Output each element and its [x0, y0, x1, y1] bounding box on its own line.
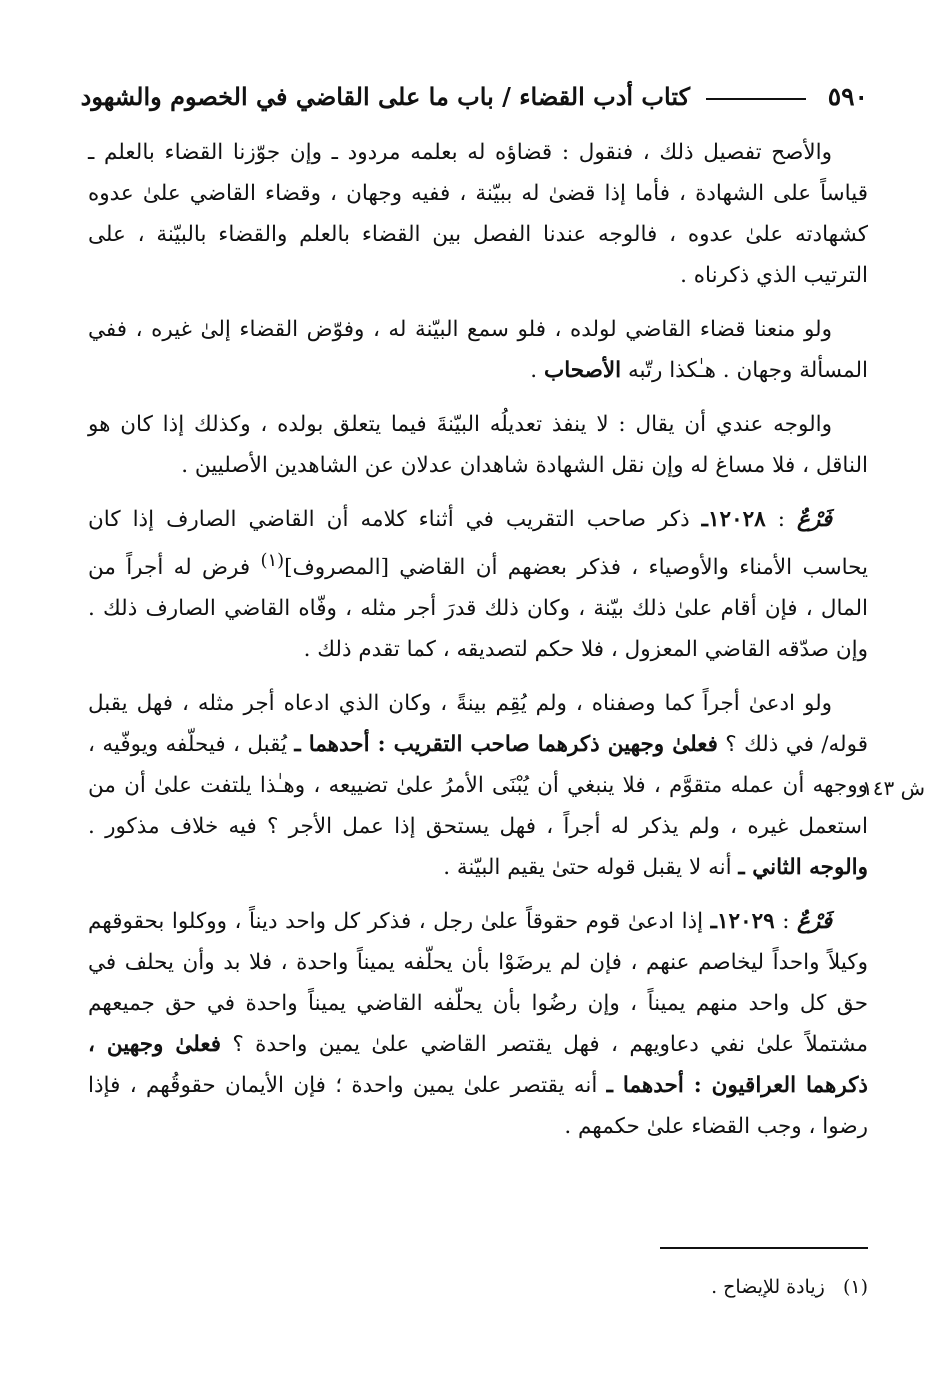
paragraph-2-bold: الأصحاب: [543, 358, 622, 383]
paragraph-4-text-cont: فرض له أجراً من المال ، فإن أقام علىٰ ذلك بيّنة ، وكان ذلك قدرَ أجر مثله ، وفّاه القاضي الصارف ذلك . وإن صدّقه القاضي المعزول ، فلا حكم لتصديقه ، كما تقدم ذلك .: [88, 555, 868, 663]
issue-number: ١٢٠٢٨ـ: [701, 507, 766, 532]
footnote: [88, 1276, 868, 1298]
margin-reference: ش ١٤٣: [862, 776, 926, 800]
footnote-reference: (١): [260, 550, 285, 571]
footnote-text: زيادة للإيضاح .: [711, 1276, 825, 1298]
paragraph-2-end: .: [530, 358, 544, 383]
paragraph-5: [88, 683, 868, 888]
paragraph-3: والوجه عندي أن يقال : لا ينفذ تعديلُه البيّنةَ فيما يتعلق بولده ، وكذلك إذا كان هو الناقل ، فلا مساغ له وإن نقل الشهادة شاهدان عدلان عن الشاهدين الأصليين .: [88, 412, 868, 478]
paragraph-2-text: ولو منعنا قضاء القاضي لولده ، فلو سمع البيّنة له ، وفوّض القضاء إلىٰ غيره ، ففي المسألة وجهان . هـٰكذا رتّبه: [88, 317, 868, 383]
paragraph-6: فَرْعٌ : ١٢٠٢٩ـ إذا ادعىٰ قوم حقوقاً علىٰ رجل ، فذكر كل واحد ديناً ، ووكلوا بحقوقهم وكيلاً واحداً ليخاصم عنهم ، فإن لم يرضَوْا بأن يحلّفه يميناً واحدة ، فلا بد وأن يحلف في حق كل واحد منهم يميناً ، وإن رضُوا بأن يحلّفه القاضي يميناً واحدة في حق جميعهم مشتملاً علىٰ نفي دعاويهم ، فهل يقتصر القاضي علىٰ يمين واحدة ؟ فعلىٰ وجهين ، ذكرهما العراقيون : أحدهما ـ أنه يقتصر علىٰ يمين واحدة ؛ فإن الأيمان حقوقُهم ، فإذا رضوا ، وجب القضاء علىٰ حكمهم .: [88, 909, 869, 1140]
far-heading: فَرْعٌ: [797, 507, 832, 532]
paragraph-5-text-end: أنه لا يقبل قوله حتىٰ يقيم البيّنة .: [443, 855, 739, 881]
far-heading: فَرْعٌ: [797, 909, 832, 935]
paragraph-5-bold-1: فعلىٰ وجهين ذكرهما صاحب التقريب : أحدهما ـ: [294, 732, 718, 758]
paragraph-5-bold-2: والوجه الثاني ـ: [738, 855, 868, 881]
paragraph-4-text: ذكر صاحب التقريب في أثناء كلامه أن القاضي الصارف إذا كان يحاسب الأمناء والأوصياء ، فذكر بعضهم أن القاضي [المصروف]: [88, 507, 868, 581]
running-title: كتاب أدب القضاء / باب ما على القاضي في الخصوم والشهود: [80, 82, 690, 111]
main-text: [88, 132, 868, 1160]
footnote-number: (١): [842, 1276, 868, 1298]
paragraph-6-text: إذا ادعىٰ قوم حقوقاً علىٰ رجل ، فذكر كل واحد ديناً ، ووكلوا بحقوقهم وكيلاً واحداً ليخاصم عنهم ، فإن لم يرضَوْا بأن يحلّفه يميناً واحدة ، فلا بد وأن يحلف في حق كل واحد منهم يميناً ، وإن رضُوا بأن يحلّفه القاضي يميناً واحدة في حق جميعهم مشتملاً علىٰ نفي دعاويهم ، فهل يقتصر القاضي علىٰ يمين واحدة ؟: [88, 909, 868, 1058]
paragraph-4: فَرْعٌ : ١٢٠٢٨ـ ذكر صاحب التقريب في أثناء كلامه أن القاضي الصارف إذا كان يحاسب الأمناء والأوصياء ، فذكر بعضهم أن القاضي [المصروف]$^{(١)}$ فرض له أجراً من المال ، فإن أقام علىٰ ذلك بيّنة ، وكان ذلك قدرَ أجر مثله ، وفّاه القاضي الصارف ذلك . وإن صدّقه القاضي المعزول ، فلا حكم لتصديقه ، كما تقدم ذلك .: [88, 507, 868, 663]
issue-number: ١٢٠٢٩ـ: [710, 909, 775, 935]
paragraph-2: [88, 309, 868, 391]
page-number: ٥٩٠: [827, 82, 868, 111]
running-header: [80, 82, 868, 122]
header-rule: [706, 98, 806, 100]
paragraph-5-text-cont: يُقبل ، فيحلّفه ويوفّيه ، ووجهه أن عمله متقوَّم ، فلا ينبغي أن يُبْنَى الأمرُ علىٰ تضييعه ، وهـٰذا يلتفت علىٰ أن من استعمل غيره ، ولم يذكر له أجراً ، فهل يستحق إذا عمل الأجر ؟ فيه خلاف مذكور .: [88, 732, 868, 840]
paragraph-5-text: ولو ادعىٰ أجراً كما وصفناه ، ولم يُقِم بينةً ، وكان الذي ادعاه أجر مثله ، فهل يقبل قوله/ في ذلك ؟: [88, 691, 868, 758]
footnote-separator: [660, 1247, 868, 1249]
paragraph-1: والأصح تفصيل ذلك ، فنقول : قضاؤه له بعلمه مردود ـ وإن جوّزنا القضاء بالعلم ـ قياساً على الشهادة ، فأما إذا قضىٰ له ببيّنة ، ففيه وجهان ، وقضاء القاضي علىٰ عدوه كشهادته علىٰ عدوه ، فالوجه عندنا الفصل بين القضاء بالعلم والقضاء بالبيّنة ، على الترتيب الذي ذكرناه .: [88, 140, 868, 288]
paragraph-6-bold: فعلىٰ وجهين ، ذكرهما العراقيون : أحدهما ـ: [88, 1032, 869, 1099]
paragraph-6-text-cont: أنه يقتصر علىٰ يمين واحدة ؛ فإن الأيمان حقوقُهم ، فإذا رضوا ، وجب القضاء علىٰ حكمهم .: [88, 1073, 868, 1140]
